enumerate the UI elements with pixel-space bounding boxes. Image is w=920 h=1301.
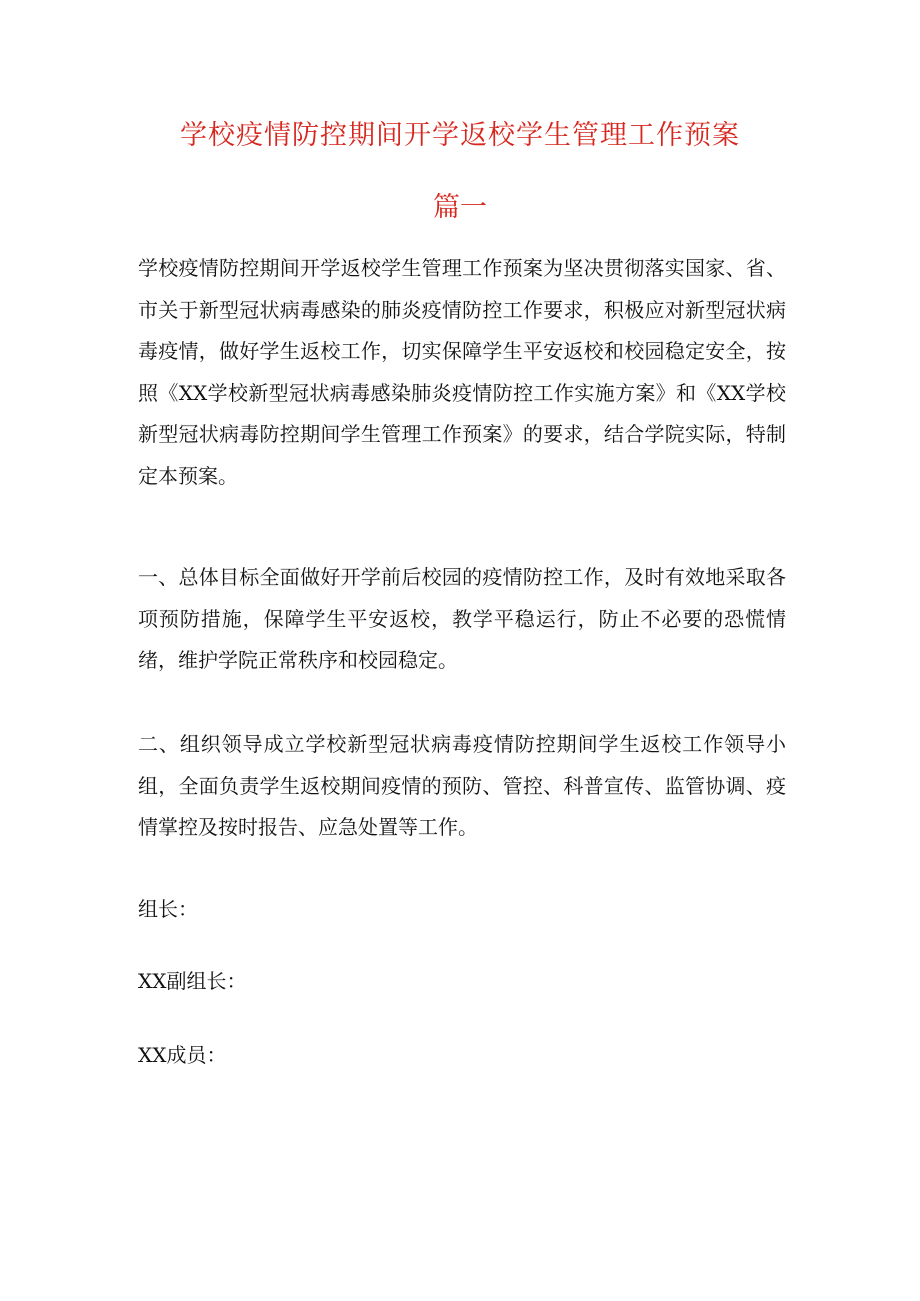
role-deputy-leader: XX副组长：: [138, 969, 247, 993]
paragraph-overall-goal: 一、总体目标全面做好开学前后校园的疫情防控工作，及时有效地采取各项预防措施，保障学生平安返校，教学平稳运行，防止不必要的恐慌情绪，维护学院正常秩序和校园稳定。: [138, 565, 786, 672]
paragraph-intro: 学校疫情防控期间开学返校学生管理工作预案为坚决贯彻落实国家、省、市关于新型冠状病毒感染的肺炎疫情防控工作要求，积极应对新型冠状病毒疫情，做好学生返校工作，切实保障学生平安返校和校园稳定安全，按照《XX学校新型冠状病毒感染肺炎疫情防控工作实施方案》和《XX学校新型冠状病毒防控期间学生管理工作预案》的要求，结合学院实际，特制定本预案。: [138, 256, 786, 488]
role-leader: 组长：: [138, 897, 198, 921]
role-members: XX成员：: [138, 1043, 227, 1067]
paragraph-organization: 二、组织领导成立学校新型冠状病毒疫情防控期间学生返校工作领导小组，全面负责学生返校期间疫情的预防、管控、科普宣传、监管协调、疫情掌控及按时报告、应急处置等工作。: [138, 732, 786, 839]
document-subtitle: 篇一: [433, 192, 487, 223]
document-title: 学校疫情防控期间开学返校学生管理工作预案: [180, 120, 740, 151]
